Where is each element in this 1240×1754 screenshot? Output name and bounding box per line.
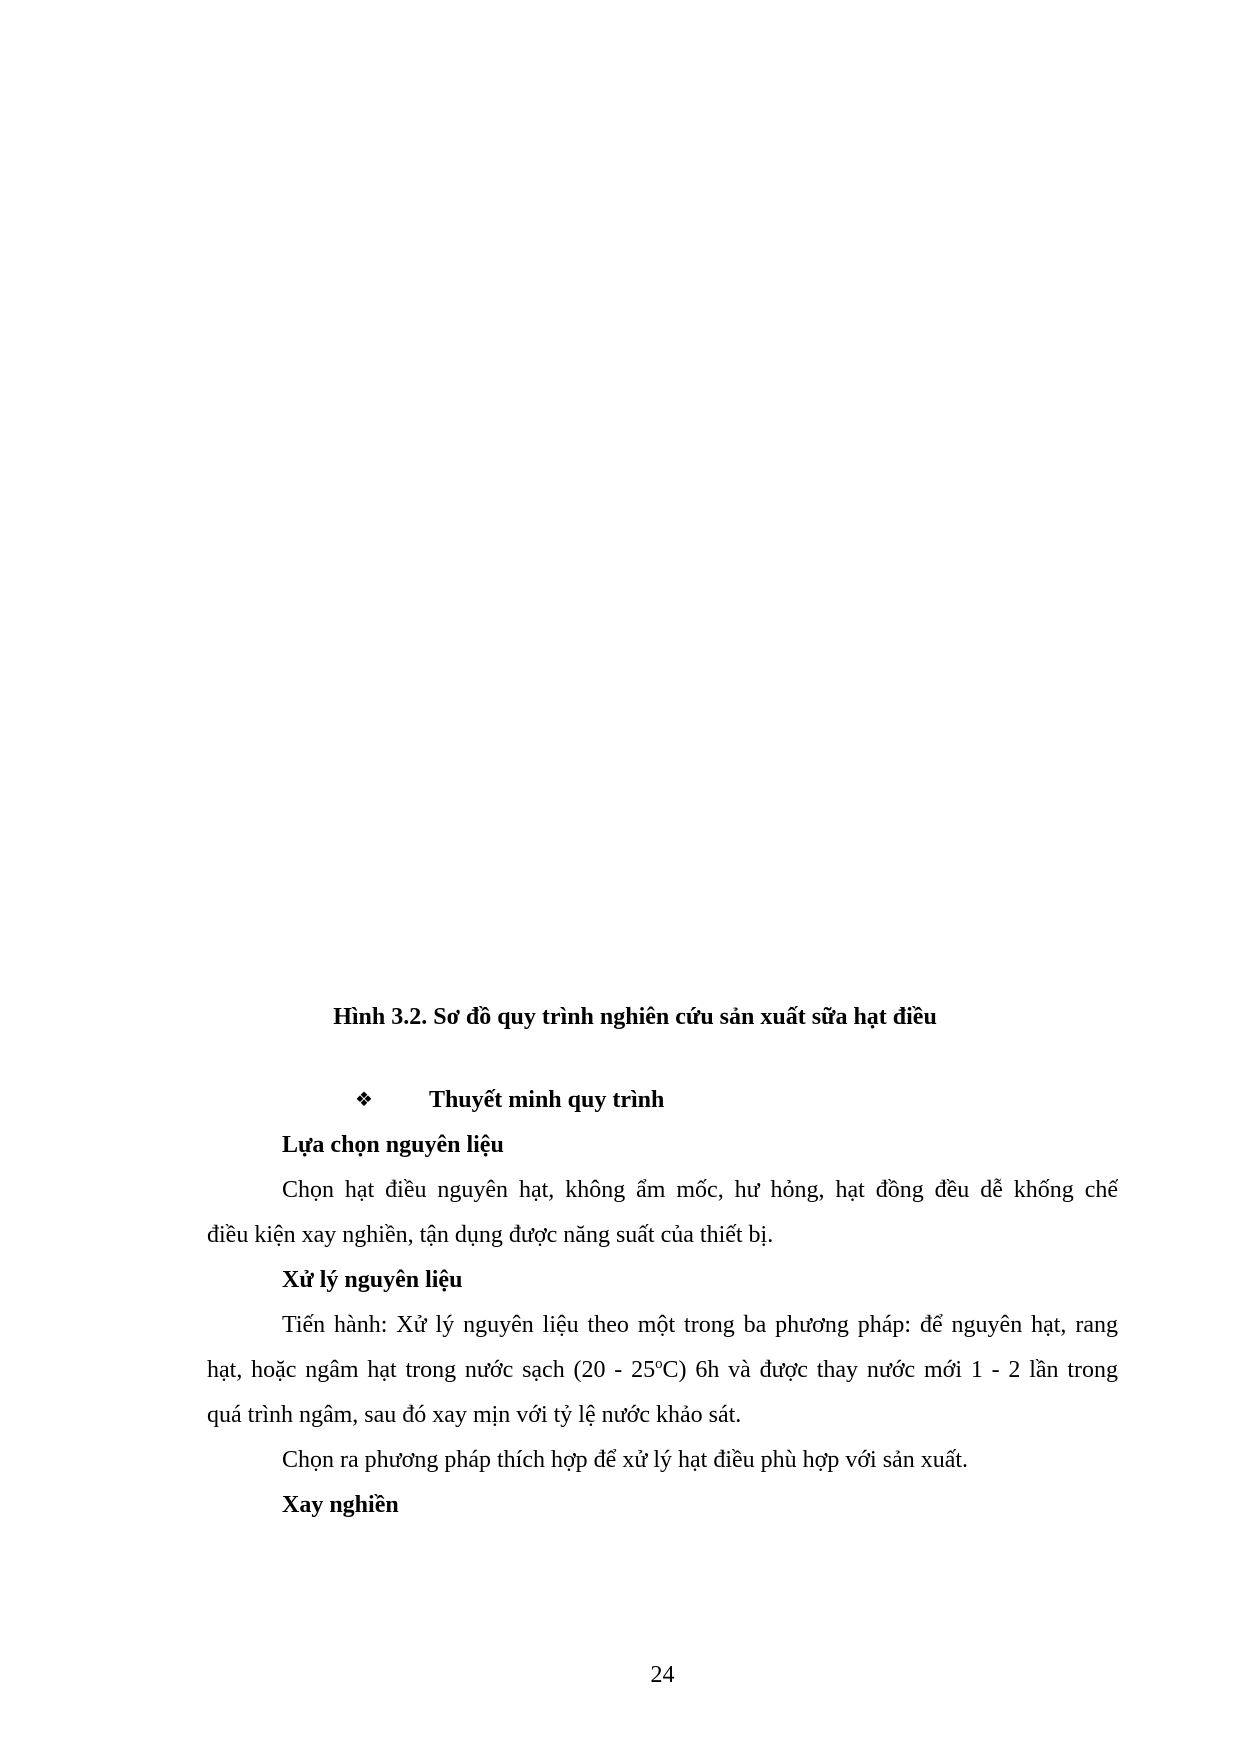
treatment-line-2-text-after-superscript: C) 6h và được thay nước mới 1 - 2 lần trong <box>662 1357 1118 1383</box>
degree-superscript: o <box>655 1356 663 1372</box>
heading-material-treatment: Xử lý nguyên liệu <box>282 1267 463 1293</box>
section-title: Thuyết minh quy trình <box>428 1087 665 1113</box>
paragraph-treatment-line-3: quá trình ngâm, sau đó xay mịn với tỷ lệ nước khảo sát. <box>207 1402 742 1428</box>
paragraph-method-choice: Chọn ra phương pháp thích hợp để xử lý hạt điều phù hợp với sản xuất. <box>282 1447 969 1473</box>
page-number: 24 <box>650 1662 675 1688</box>
paragraph-treatment-line-1: Tiến hành: Xử lý nguyên liệu theo một trong ba phương pháp: để nguyên hạt, rang <box>282 1312 1118 1338</box>
figure-caption: Hình 3.2. Sơ đồ quy trình nghiên cứu sản xuất sữa hạt điều <box>333 1004 937 1030</box>
treatment-line-2-text-before-superscript: hạt, hoặc ngâm hạt trong nước sạch (20 - 25 <box>207 1357 656 1383</box>
paragraph-selection-line-1: Chọn hạt điều nguyên hạt, không ẩm mốc, hư hỏng, hạt đồng đều dễ khống chế <box>282 1177 1118 1203</box>
paragraph-selection-line-2: điều kiện xay nghiền, tận dụng được năng suất của thiết bị. <box>207 1222 774 1248</box>
text-block <box>207 995 1118 1528</box>
diamond-bullet-icon: ❖ <box>355 1087 373 1111</box>
heading-grinding: Xay nghiền <box>282 1492 399 1518</box>
heading-material-selection: Lựa chọn nguyên liệu <box>282 1132 504 1158</box>
section-title-line <box>207 1078 1118 1123</box>
paragraph-spacer <box>207 1040 1118 1078</box>
paragraph-treatment-line-2 <box>207 1348 1118 1393</box>
